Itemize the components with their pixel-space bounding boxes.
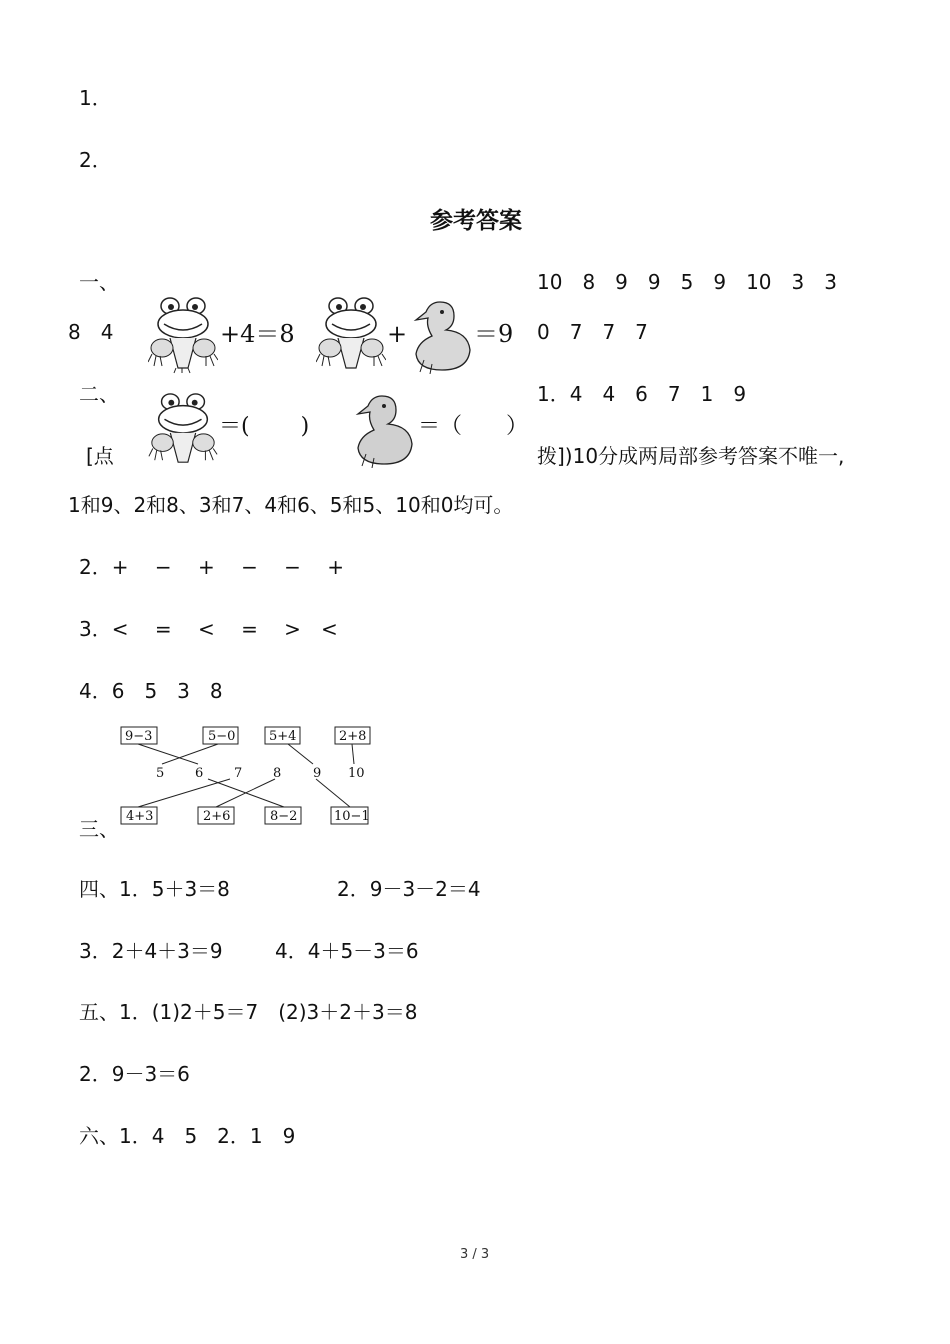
bottom-box-4-label: 10−1 <box>334 809 370 824</box>
section-6-line1: 六、1．4 5 2．1 9 <box>79 1124 296 1148</box>
section-2-line1: 1．4 4 6 7 1 9 <box>537 382 747 406</box>
equation-2-tail: ＝9 <box>474 320 514 348</box>
match-line <box>138 779 230 807</box>
number-6: 6 <box>195 766 204 781</box>
page-title: 参考答案 <box>430 208 522 234</box>
number-5: 5 <box>156 766 165 781</box>
section-3-label: 三、 <box>79 817 119 841</box>
number-7: 7 <box>234 766 243 781</box>
match-line <box>288 744 313 764</box>
frog-image <box>148 296 218 374</box>
top-box-3-label: 5+4 <box>269 729 297 744</box>
top-box-4-label: 2+8 <box>339 729 367 744</box>
section-1-label: 一、 <box>79 270 119 294</box>
number-9: 9 <box>313 766 322 781</box>
page-number: 3 / 3 <box>460 1247 490 1262</box>
paren-answer-2: ＝（ ） <box>418 414 529 439</box>
frog-image <box>316 296 386 374</box>
item-1: 1． <box>79 86 112 110</box>
match-line <box>208 779 284 807</box>
section-5-line2: 2．9－3＝6 <box>79 1062 190 1086</box>
matching-diagram <box>118 724 378 828</box>
section-1-answers-line2-left: 8 4 <box>68 320 114 344</box>
frog-image <box>148 392 218 468</box>
number-10: 10 <box>348 766 365 781</box>
hint-line2: 1和9、2和8、3和7、4和6、5和5、10和0均可。 <box>68 493 514 517</box>
section-4-line2-b: 4．4＋5－3＝6 <box>275 939 419 963</box>
bottom-box-3-label: 8−2 <box>270 809 298 824</box>
paren-answer-1: ＝( ) <box>219 414 310 439</box>
section-2-label: 二、 <box>79 382 119 406</box>
section-1-answers-line2-right: 0 7 7 7 <box>537 320 648 344</box>
section-4-line2-a: 3．2＋4＋3＝9 <box>79 939 223 963</box>
top-box-1-label: 9−3 <box>125 729 153 744</box>
equation-2-plus: + <box>387 320 408 348</box>
duck-image <box>352 392 414 468</box>
section-2-q4: 4．6 5 3 8 <box>79 679 223 703</box>
equation-1-tail: +4＝8 <box>220 320 295 348</box>
section-1-answers-line1: 10 8 9 9 5 9 10 3 3 <box>537 270 837 294</box>
duck-image <box>410 298 472 374</box>
match-line <box>352 744 354 764</box>
section-5-line1: 五、1．(1)2＋5＝7 (2)3＋2＋3＝8 <box>79 1000 418 1024</box>
section-2-q3: 3．< = < = > < <box>79 617 338 641</box>
match-line <box>316 779 350 807</box>
section-4-line1-b: 2．9－3－2＝4 <box>337 877 481 901</box>
item-2: 2． <box>79 148 112 172</box>
section-2-q2: 2．+ − + − − + <box>79 555 345 579</box>
bottom-box-1-label: 4+3 <box>126 809 154 824</box>
hint-start: [点 <box>86 444 114 468</box>
number-8: 8 <box>273 766 282 781</box>
bottom-box-2-label: 2+6 <box>203 809 231 824</box>
section-4-line1-a: 四、1．5＋3＝8 <box>79 877 230 901</box>
top-box-2-label: 5−0 <box>208 729 236 744</box>
hint-end: 拨])10分成两局部参考答案不唯一, <box>537 444 845 468</box>
